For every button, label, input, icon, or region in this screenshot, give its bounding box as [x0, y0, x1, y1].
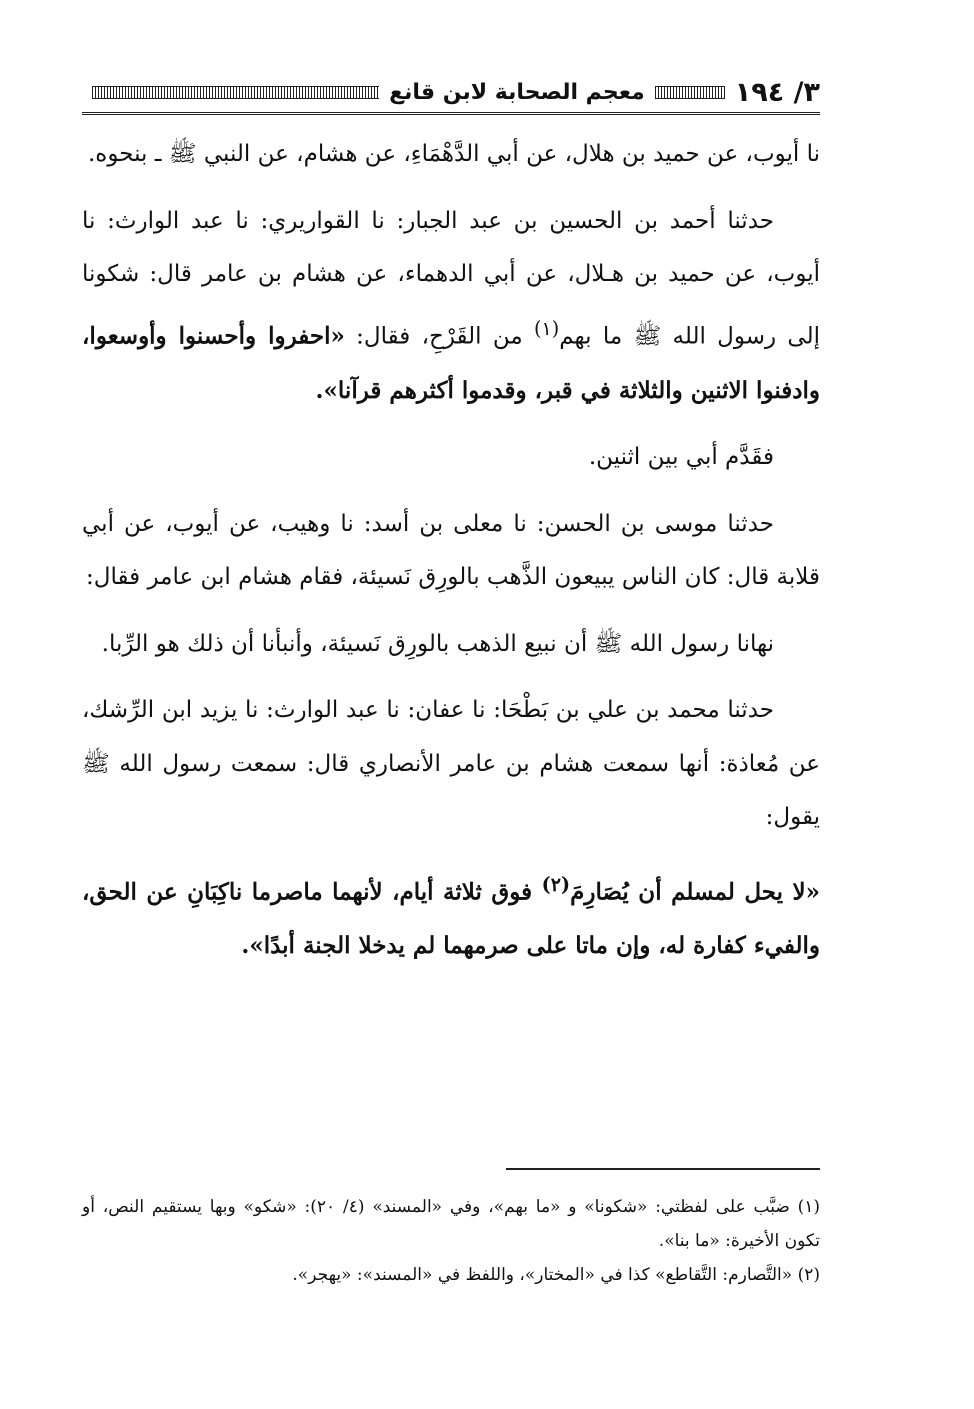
narration-text: من القَرْحِ، فقال:: [344, 323, 534, 350]
paragraph: نهانا رسول الله ﷺ أن نبيع الذهب بالورِق نَسيئة، وأنبأنا أن ذلك هو الرِّبا.: [101, 630, 774, 657]
paragraph: نا أيوب، عن حميد بن هلال، عن أبي الدَّهْمَاءِ، عن هشام، عن النبي ﷺ ـ بنحوه.: [87, 141, 820, 167]
paragraph: [82, 858, 820, 973]
footnote-separator: [506, 1168, 820, 1170]
footnotes: [82, 1190, 820, 1292]
paragraph: فقَدَّم أبي بين اثنين.: [588, 444, 774, 471]
main-text: [82, 128, 820, 985]
hadith-text: «احفروا وأحسنوا وأوسعوا، وادفنوا الاثنين والثلاثة في قبر، وقدموا أكثرهم قرآنا».: [82, 322, 820, 404]
paragraph: [82, 195, 820, 419]
hadith-text: «لا يحل لمسلم أن يُصَارِمَ: [570, 878, 820, 906]
header-ornament-bar: [92, 86, 379, 99]
isnad-text: حدثنا أحمد بن الحسين بن عبد الجبار: نا القواريري: نا عبد الوارث: نا أيوب، عن حميد بن هـلال، عن أبي الدهماء، عن هشام بن عامر قال: شكونا إلى رسول الله ﷺ ما بهم: [82, 207, 820, 350]
footnote: (٢) «التَّصارم: التَّقاطع» كذا في «المختار»، واللفظ في «المسند»: «يهجر».: [292, 1265, 820, 1285]
footnote: (١) ضبَّب على لفظتي: «شكونا» و «ما بهم»، وفي «المسند» (٤/ ٢٠): «شكو» وبها يستقيم النص، أو تكون الأخيرة: «ما بنا».: [82, 1197, 820, 1251]
paragraph: حدثنا موسى بن الحسن: نا معلى بن أسد: نا وهيب، عن أيوب، عن أبي قلابة قال: كان الناس يبيعون الذَّهب بالورِق نَسيئة، فقام هشام ابن عامر فقال:: [82, 510, 820, 591]
paragraph: حدثنا محمد بن علي بن بَطْحَا: نا عفان: نا عبد الوارث: نا يزيد ابن الرِّشك، عن مُعاذة: أنها سمعت هشام بن عامر الأنصاري قال: سمعت رسول الله ﷺ يقول:: [82, 697, 820, 831]
footnote-reference: (١): [533, 316, 560, 340]
book-title: معجم الصحابة لابن قانع: [389, 79, 645, 105]
header-ornament-bar: [655, 86, 725, 99]
footnote-reference: (٢): [541, 872, 571, 896]
page-number: ٣/ ١٩٤: [734, 76, 820, 108]
running-header: [82, 72, 820, 115]
hadith-text: فوق ثلاثة أيام، لأنهما ماصرما ناكِبَانِ عن الحق، والفيء كفارة له، وإن ماتا على صرمهما لم يدخلا الجنة أبدًا».: [82, 878, 820, 959]
